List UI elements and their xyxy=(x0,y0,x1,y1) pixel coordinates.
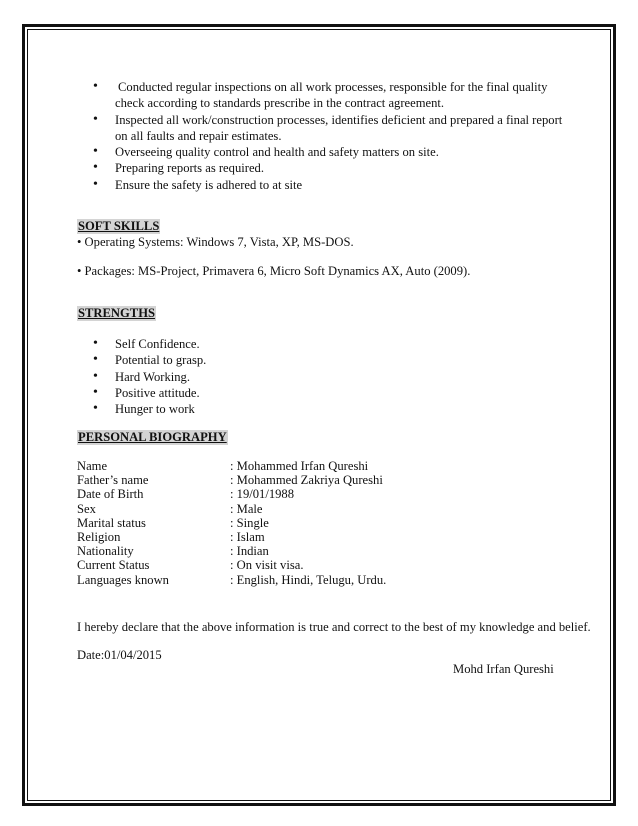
table-row: Marital status : Single xyxy=(77,515,269,530)
list-item: • Inspected all work/construction processes, identifies deficient and prepared a final report on all faults and repair estimates. xyxy=(93,112,573,145)
list-item: • Conducted regular inspections on all work processes, responsible for the final quality check according to standards prescribe in the contract agreement. xyxy=(93,79,573,112)
list-item: • Overseeing quality control and health and safety matters on site. xyxy=(93,144,573,160)
list-item: • Positive attitude. xyxy=(93,385,573,401)
soft-skills-heading: SOFT SKILLS xyxy=(78,219,160,233)
strengths-heading: STRENGTHS xyxy=(78,306,155,320)
biography-table xyxy=(77,459,386,587)
list-item: • Hard Working. xyxy=(93,369,573,385)
table-row: Languages known : English, Hindi, Telugu, Urdu. xyxy=(77,572,387,587)
table-row: Sex : Male xyxy=(77,501,263,516)
table-row: Name : Mohammed Irfan Qureshi xyxy=(77,459,369,473)
table-row: Date of Birth : 19/01/1988 xyxy=(77,487,295,502)
table-row: Religion : Islam xyxy=(77,530,265,545)
declaration-text: I hereby declare that the above information is true and correct to the best of my knowledge and belief. xyxy=(77,620,591,634)
list-item: • Hunger to work xyxy=(93,401,573,417)
date-text: Date:01/04/2015 xyxy=(77,648,162,662)
responsibilities-list xyxy=(93,79,573,193)
list-item: • Self Confidence. xyxy=(93,336,573,352)
list-item: • Potential to grasp. xyxy=(93,352,573,368)
personal-biography-heading: PERSONAL BIOGRAPHY xyxy=(78,430,227,444)
signature-name: Mohd Irfan Qureshi xyxy=(453,662,554,676)
list-item: • Preparing reports as required. xyxy=(93,160,573,176)
soft-skill-packages: • Packages: MS-Project, Primavera 6, Micro Soft Dynamics AX, Auto (2009). xyxy=(77,264,471,278)
strengths-list xyxy=(93,336,573,417)
table-row: Current Status : On visit visa. xyxy=(77,558,304,573)
list-item: • Ensure the safety is adhered to at site xyxy=(93,177,573,193)
soft-skill-os: • Operating Systems: Windows 7, Vista, XP, MS-DOS. xyxy=(77,235,354,249)
table-row: Father’s name : Mohammed Zakriya Qureshi xyxy=(77,473,383,488)
table-row: Nationality : Indian xyxy=(77,544,269,559)
